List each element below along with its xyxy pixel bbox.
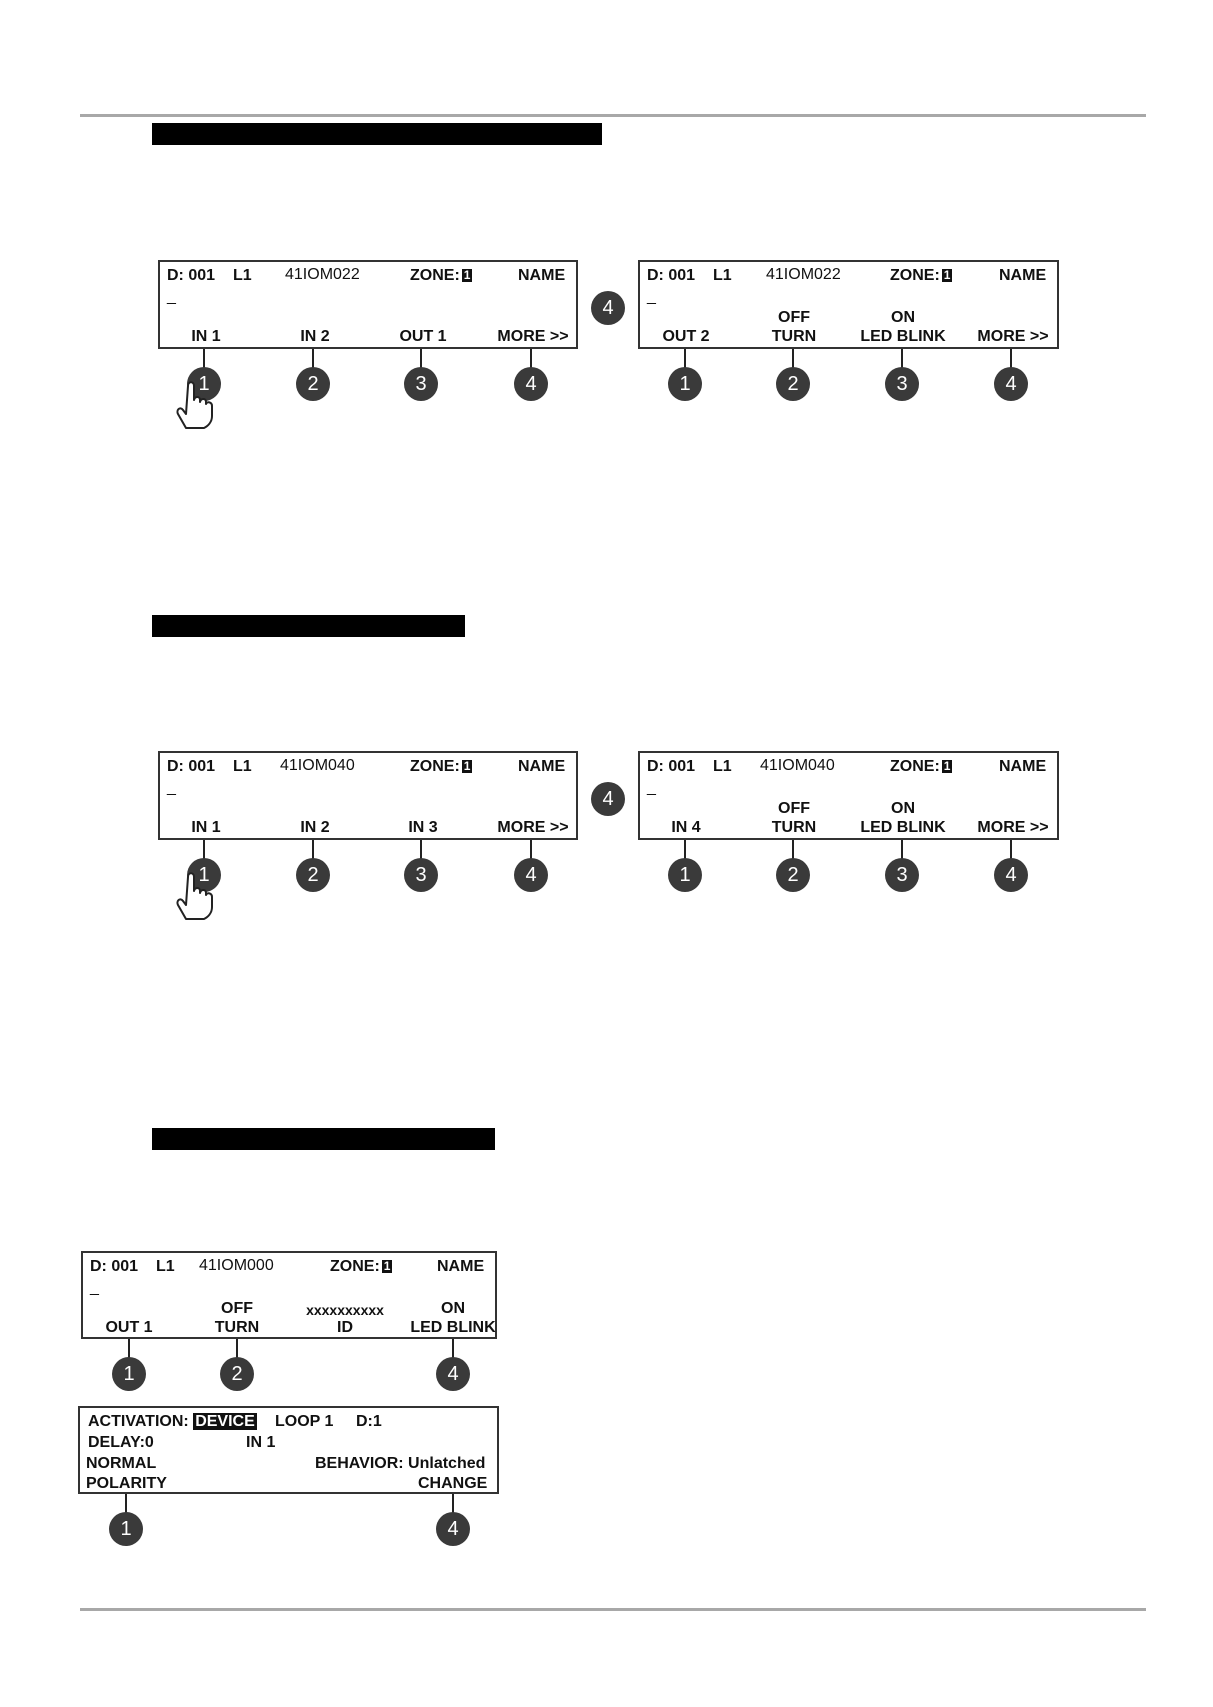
input-label: IN 1 — [246, 1434, 276, 1451]
loop-label: LOOP 1 — [275, 1413, 334, 1430]
cursor: _ — [90, 1279, 99, 1296]
key-leader — [312, 349, 314, 369]
softkey-label: TURN — [214, 1319, 260, 1336]
key-leader — [792, 349, 794, 369]
softkey-1-button[interactable]: 1 — [187, 367, 221, 401]
softkey-4-button[interactable]: 4 — [514, 858, 548, 892]
key-leader — [203, 349, 205, 369]
softkey-2-button[interactable]: 2 — [220, 1357, 254, 1391]
activation-value: DEVICE — [195, 1413, 255, 1430]
name-label: NAME — [437, 1258, 485, 1275]
softkey-1-button[interactable]: 1 — [668, 367, 702, 401]
softkey-1-button[interactable]: 1 — [187, 858, 221, 892]
name-label: NAME — [518, 758, 566, 775]
loop-label: L1 — [233, 267, 252, 284]
softkey-2-button[interactable]: 2 — [296, 858, 330, 892]
transition-key-4-icon: 4 — [591, 782, 625, 816]
loop-label: L1 — [233, 758, 252, 775]
zone-value: 1 — [943, 268, 951, 282]
lcd-screen-41iom040-more — [638, 751, 1059, 840]
zone-label: ZONE: 1 — [890, 267, 951, 284]
name-label: NAME — [518, 267, 566, 284]
softkey-label: TURN — [771, 328, 817, 345]
zone-value: 1 — [463, 759, 471, 773]
zone-label: ZONE: 1 — [890, 758, 951, 775]
loop-label: L1 — [713, 758, 732, 775]
softkey-label: MORE >> — [977, 819, 1049, 836]
device-id-value: xxxxxxxxxx — [306, 1302, 384, 1318]
zone-label: ZONE: 1 — [410, 267, 471, 284]
device-number: D:1 — [356, 1413, 382, 1430]
top-rule — [80, 114, 1146, 117]
key-leader — [792, 840, 794, 860]
softkey-label: MORE >> — [497, 819, 569, 836]
softkey-2-button[interactable]: 2 — [776, 858, 810, 892]
key-leader — [125, 1494, 127, 1514]
softkey-label: OUT 1 — [399, 328, 447, 345]
key-leader — [420, 349, 422, 369]
key-leader — [530, 840, 532, 860]
lcd-screen-41iom022-more — [638, 260, 1059, 349]
polarity-label: POLARITY — [86, 1475, 167, 1492]
softkey-label: IN 2 — [300, 819, 330, 836]
transition-key-4-icon: 4 — [591, 291, 625, 325]
softkey-label: OUT 1 — [105, 1319, 153, 1336]
key-leader — [236, 1339, 238, 1359]
softkey-label: LED BLINK — [860, 819, 946, 836]
zone-label: ZONE: 1 — [410, 758, 471, 775]
pointing-hand-icon — [172, 861, 218, 921]
softkey-1-button[interactable]: 1 — [112, 1357, 146, 1391]
loop-label: L1 — [156, 1258, 175, 1275]
zone-value: 1 — [383, 1259, 391, 1273]
softkey-2-button[interactable]: 2 — [296, 367, 330, 401]
device-number: D: 001 — [167, 267, 216, 284]
polarity-softkey-1-button[interactable]: 1 — [109, 1512, 143, 1546]
softkey-label: ID — [337, 1319, 353, 1336]
softkey-label: IN 1 — [191, 819, 221, 836]
softkey-3-button[interactable]: 3 — [885, 858, 919, 892]
device-number: D: 001 — [647, 267, 696, 284]
zone-value: 1 — [463, 268, 471, 282]
delay-label: DELAY:0 — [88, 1434, 154, 1451]
softkey-label-top: ON — [441, 1300, 465, 1317]
key-leader — [128, 1339, 130, 1359]
softkey-label: IN 4 — [671, 819, 701, 836]
key-leader — [684, 840, 686, 860]
lcd-screen-41iom022-main — [158, 260, 578, 349]
zone-value: 1 — [943, 759, 951, 773]
softkey-4-button[interactable]: 4 — [436, 1357, 470, 1391]
softkey-label-top: ON — [891, 309, 915, 326]
softkey-4-button[interactable]: 4 — [514, 367, 548, 401]
key-leader — [452, 1339, 454, 1359]
softkey-4-button[interactable]: 4 — [994, 858, 1028, 892]
loop-label: L1 — [713, 267, 732, 284]
device-model: 41IOM000 — [199, 1257, 274, 1274]
cursor: _ — [167, 288, 176, 305]
activation-row: ACTIVATION: DEVICE — [88, 1413, 255, 1430]
softkey-label-top: OFF — [778, 309, 810, 326]
cursor: _ — [167, 779, 176, 796]
key-leader — [684, 349, 686, 369]
normal-label: NORMAL — [86, 1455, 157, 1472]
device-model: 41IOM022 — [285, 266, 360, 283]
device-number: D: 001 — [167, 758, 216, 775]
change-label: CHANGE — [418, 1475, 488, 1492]
softkey-label: MORE >> — [977, 328, 1049, 345]
softkey-label: OUT 2 — [662, 328, 710, 345]
key-leader — [203, 840, 205, 860]
device-number: D: 001 — [647, 758, 696, 775]
softkey-label-top: OFF — [221, 1300, 253, 1317]
softkey-3-button[interactable]: 3 — [885, 367, 919, 401]
section-heading-bar — [152, 1128, 495, 1150]
softkey-label: IN 2 — [300, 328, 330, 345]
lcd-screen-41iom000-main — [81, 1251, 497, 1339]
softkey-4-button[interactable]: 4 — [994, 367, 1028, 401]
softkey-label: IN 3 — [408, 819, 438, 836]
key-leader — [312, 840, 314, 860]
lcd-screen-41iom040-main — [158, 751, 578, 840]
key-leader — [530, 349, 532, 369]
section-heading-bar — [152, 123, 602, 145]
softkey-label: LED BLINK — [860, 328, 946, 345]
cursor: _ — [647, 779, 656, 796]
name-label: NAME — [999, 267, 1047, 284]
key-leader — [1010, 349, 1012, 369]
behavior-label: BEHAVIOR: Unlatched — [315, 1455, 486, 1472]
softkey-label-top: ON — [891, 800, 915, 817]
zone-label: ZONE: 1 — [330, 1258, 391, 1275]
key-leader — [452, 1494, 454, 1514]
cursor: _ — [647, 288, 656, 305]
name-label: NAME — [999, 758, 1047, 775]
lcd-screen-activation-settings — [78, 1406, 499, 1494]
pointing-hand-icon — [172, 370, 218, 430]
section-heading-bar — [152, 615, 465, 637]
softkey-3-button[interactable]: 3 — [404, 858, 438, 892]
device-model: 41IOM040 — [280, 757, 355, 774]
softkey-2-button[interactable]: 2 — [776, 367, 810, 401]
softkey-1-button[interactable]: 1 — [668, 858, 702, 892]
softkey-label: TURN — [771, 819, 817, 836]
key-leader — [901, 840, 903, 860]
softkey-label-top: OFF — [778, 800, 810, 817]
softkey-label: IN 1 — [191, 328, 221, 345]
device-number: D: 001 — [90, 1258, 139, 1275]
key-leader — [901, 349, 903, 369]
change-softkey-4-button[interactable]: 4 — [436, 1512, 470, 1546]
device-model: 41IOM040 — [760, 757, 835, 774]
softkey-label: LED BLINK — [410, 1319, 496, 1336]
key-leader — [1010, 840, 1012, 860]
softkey-label: MORE >> — [497, 328, 569, 345]
bottom-rule — [80, 1608, 1146, 1611]
key-leader — [420, 840, 422, 860]
softkey-3-button[interactable]: 3 — [404, 367, 438, 401]
device-model: 41IOM022 — [766, 266, 841, 283]
